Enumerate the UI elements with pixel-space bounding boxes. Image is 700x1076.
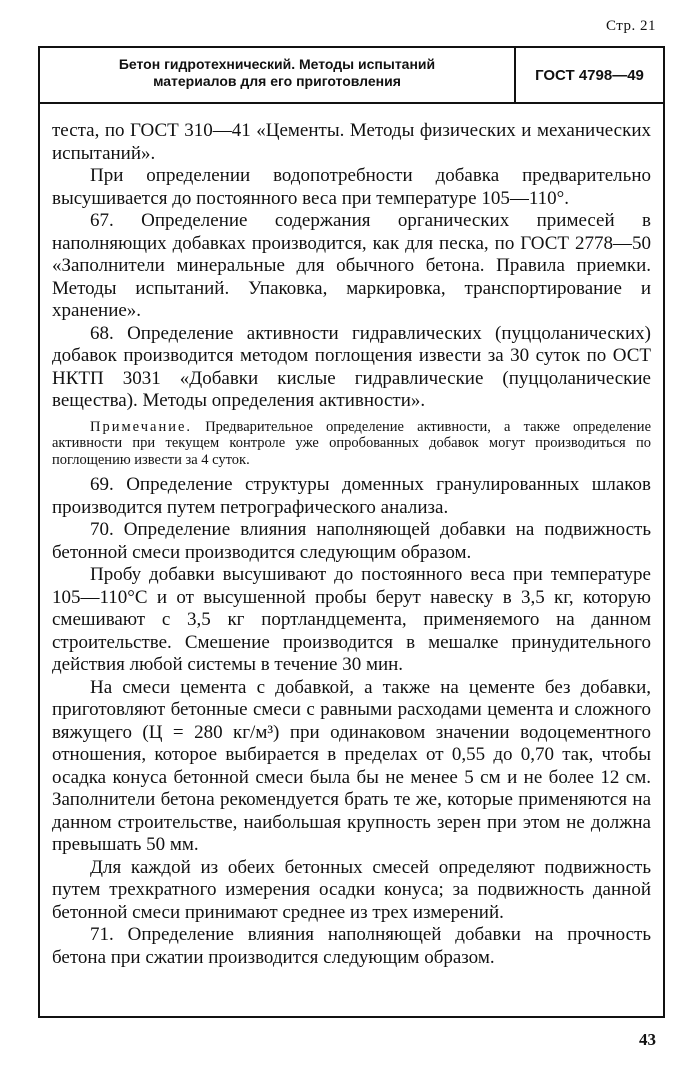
title-line-2: материалов для его приготовления bbox=[153, 73, 401, 89]
document-title bbox=[40, 56, 514, 90]
note-label: Примечание. bbox=[90, 418, 193, 435]
title-line-1: Бетон гидротехнический. Методы испытаний bbox=[118, 56, 436, 72]
page-label-top: Стр. 21 bbox=[605, 18, 656, 34]
paragraph: 69. Определение структуры доменных гранулированных шлаков производится путем петрографического анализа. bbox=[52, 474, 651, 518]
standard-code: ГОСТ 4798—49 bbox=[535, 66, 644, 84]
paragraph: 68. Определение активности гидравлических (пуццоланических) добавок производится методом поглощения извести за 30 суток по ОСТ НКТП 3031 «Добавки кислые гидравлические (пуццоланические вещества). Методы определения активности». bbox=[52, 322, 651, 411]
paragraph: теста, по ГОСТ 310—41 «Цементы. Методы физических и механических испытаний». bbox=[52, 120, 651, 164]
note-text: Предварительное определение активности, а также определение активности при текущем контроле уже опробованных добавок могут производиться по поглощению извести за 4 суток. bbox=[52, 418, 652, 468]
page-number: 43 bbox=[639, 1030, 656, 1049]
paragraph: 71. Определение влияния наполняющей добавки на прочность бетона при сжатии производится следующим образом. bbox=[52, 924, 651, 968]
paragraph: При определении водопотребности добавка предварительно высушивается до постоянного веса при температуре 105—110°. bbox=[52, 165, 651, 209]
document-header bbox=[40, 48, 663, 104]
paragraph: Пробу добавки высушивают до постоянного веса при температуре 105—110°С и от высушенной пробы берут навеску в 3,5 кг, которую смешивают с 3,5 кг портландцемента, применяемого на данном строительстве. Смешение производится в мешалке принудительного действия любой системы в течение 30 мин. bbox=[52, 564, 651, 675]
paragraph: Для каждой из обеих бетонных смесей определяют подвижность путем трехкратного измерения осадки конуса; за подвижность данной бетонной смеси принимают среднее из трех измерений. bbox=[52, 856, 651, 923]
paragraph: 70. Определение влияния наполняющей добавки на подвижность бетонной смеси производится следующим образом. bbox=[52, 519, 651, 563]
paragraph: 67. Определение содержания органических примесей в наполняющих добавках производится, как для песка, по ГОСТ 2778—50 «Заполнители минеральные для обычного бетона. Правила приемки. Методы испытаний. Упаковка, маркировка, транспортирование и хранение». bbox=[52, 210, 651, 321]
body-text bbox=[52, 120, 651, 969]
paragraph: На смеси цемента с добавкой, а также на цементе без добавки, приготовляют бетонные смеси с равными расходами цемента и сложного вяжущего (Ц = 280 кг/м³) при одинаковом значении водоцементного отношения, которое выбирается в пределах от 0,55 до 0,70 так, чтобы осадка конуса бетонной смеси была бы не менее 5 см и не более 12 см. Заполнители бетона рекомендуется брать те же, которые применяются на данном строительстве, наибольшая крупность зерен при этом не должна превышать 50 мм. bbox=[52, 676, 651, 855]
note bbox=[52, 419, 651, 469]
